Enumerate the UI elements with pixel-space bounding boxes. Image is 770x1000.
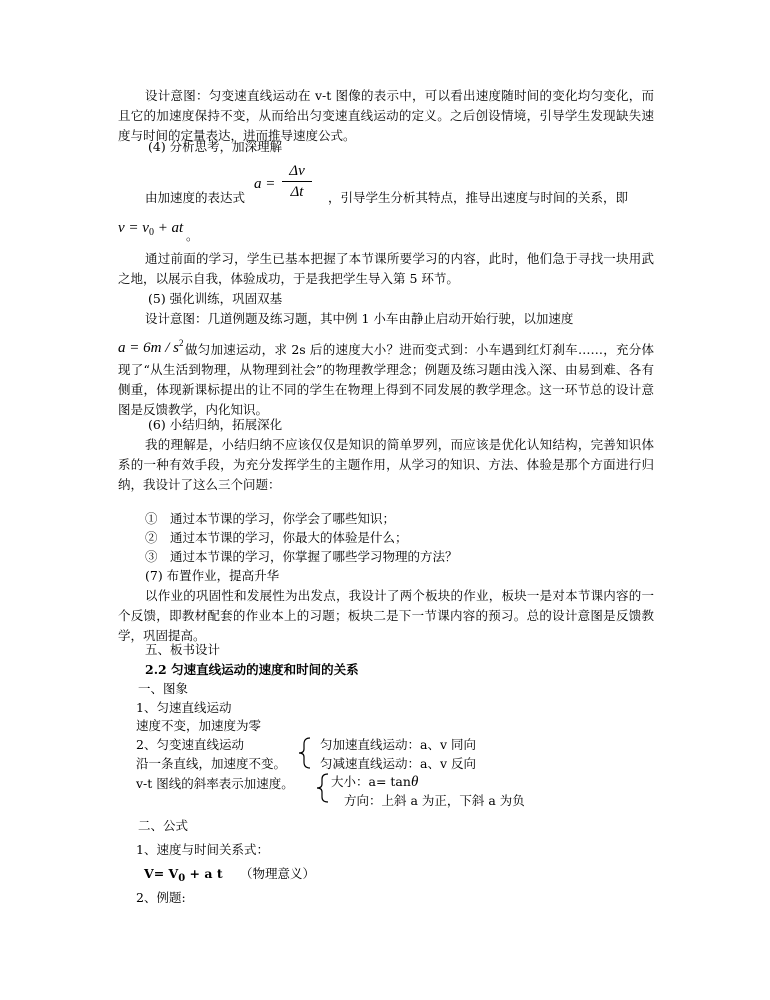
board-formula-v: V= V bbox=[144, 866, 179, 881]
formula-a-fraction bbox=[282, 162, 312, 201]
board-formula-rest: + a t bbox=[185, 866, 223, 881]
heading-step-5: (5) 强化训练，巩固双基 bbox=[148, 291, 283, 306]
brace-variable-motion bbox=[296, 736, 312, 770]
formula-a-denominator: Δt bbox=[290, 184, 304, 200]
board-right-decelerate: 匀减速直线运动：a、v 反向 bbox=[320, 756, 476, 771]
board-title: 2.2 匀速直线运动的速度和时间的关系 bbox=[145, 662, 359, 677]
board-right-magnitude bbox=[331, 772, 418, 792]
paragraph-2-prefix: 由加速度的表达式 bbox=[145, 190, 246, 205]
paragraph-2-end: 。 bbox=[186, 228, 199, 243]
formula-v-main: v = v bbox=[118, 220, 149, 236]
board-example: 2、例题: bbox=[136, 890, 186, 905]
paragraph-2-suffix: ，引导学生分析其特点，推导出速度与时间的关系，即 bbox=[328, 190, 629, 205]
paragraph-6: 以作业的巩固性和发展性为出发点，我设计了两个板块的作业，板块一是对本节课内容的一个反馈，即教材配套的作业本上的习题；板块二是下一节课内容的预习。总的设计意图是反馈教学，巩固提高。 bbox=[118, 588, 654, 643]
question-item-1: ① 通过本节课的学习，你学会了哪些知识； bbox=[145, 511, 396, 526]
paragraph-4-line-1: 设计意图：几道例题及练习题，其中例 1 小车由静止启动开始行驶，以加速度 bbox=[145, 311, 574, 326]
formula-acc-superscript: 2 bbox=[178, 338, 184, 348]
board-line-variable-desc: 沿一条直线，加速度不变。 bbox=[136, 756, 287, 771]
board-formula-note: （物理意义） bbox=[240, 866, 316, 881]
formula-velocity bbox=[118, 218, 183, 243]
board-line-variable: 2、匀变速直线运动 bbox=[136, 737, 244, 752]
formula-v-rest: + at bbox=[153, 220, 184, 236]
theta-symbol: θ bbox=[410, 774, 419, 790]
magnitude-text: 大小：a= tan bbox=[331, 774, 411, 789]
board-section-formula: 二、公式 bbox=[138, 818, 189, 833]
board-formula-velocity bbox=[144, 864, 223, 889]
formula-acc-main: a = 6m / s bbox=[118, 340, 179, 356]
board-formula-relation: 1、速度与时间关系式： bbox=[136, 842, 269, 857]
board-line-uniform-desc: 速度不变，加速度为零 bbox=[136, 718, 262, 733]
section-5-heading: 五、板书设计 bbox=[145, 642, 221, 657]
board-formula-sub: 0 bbox=[178, 873, 186, 884]
question-item-3: ③ 通过本节课的学习，你掌握了哪些学习物理的方法？ bbox=[145, 549, 458, 564]
paragraph-design-intent-1: 设计意图：匀变速直线运动在 v-t 图像的表示中，可以看出速度随时间的变化均匀变化，而且它的加速度保持不变，从而给出匀变速直线运动的定义。之后创设情境，引导学生发现缺失速度与时间的定量表达，进而推导速度公式。 bbox=[118, 88, 654, 143]
formula-a-numerator: Δv bbox=[289, 163, 305, 179]
board-right-accelerate: 匀加速直线运动：a、v 同向 bbox=[320, 737, 476, 752]
formula-v-subscript: 0 bbox=[148, 227, 154, 238]
formula-a-lhs: a = bbox=[254, 176, 276, 192]
board-line-image: 一、图象 bbox=[138, 681, 189, 696]
board-line-uniform: 1、匀速直线运动 bbox=[136, 700, 232, 715]
brace-slope bbox=[314, 772, 330, 804]
board-line-slope: v-t 图线的斜率表示加速度。 bbox=[136, 776, 294, 791]
heading-step-4: (4) 分析思考，加深理解 bbox=[148, 139, 283, 154]
heading-step-6: (6) 小结归纳，拓展深化 bbox=[148, 417, 283, 432]
question-item-2: ② 通过本节课的学习，你最大的体验是什么； bbox=[145, 530, 408, 545]
paragraph-3: 通过前面的学习，学生已基本把握了本节课所要学习的内容，此时，他们急于寻找一块用武之地，以展示自我，体验成功，于是我把学生导入第 5 环节。 bbox=[118, 251, 654, 286]
paragraph-4-rest: 做匀加速运动，求 2s 后的速度大小？进而变式到：小车遇到红灯刹车……，充分体现了“从生活到物理，从物理到社会”的物理教学理念；例题及练习题由浅入深、由易到难、各有侧重，体现新课标提出的让不同的学生在物理上得到不同发展的教学理念。这一环节总的设计意图是反馈教学，内化知识。 bbox=[118, 342, 654, 417]
heading-step-7: (7) 布置作业，提高升华 bbox=[145, 568, 280, 583]
paragraph-5: 我的理解是，小结归纳不应该仅仅是知识的简单罗列，而应该是优化认知结构，完善知识体系的一种有效手段，为充分发挥学生的主题作用，从学习的知识、方法、体验是那个方面进行归纳，我设计了这么三个问题： bbox=[118, 437, 654, 492]
board-right-direction: 方向：上斜 a 为正，下斜 a 为负 bbox=[344, 793, 525, 808]
